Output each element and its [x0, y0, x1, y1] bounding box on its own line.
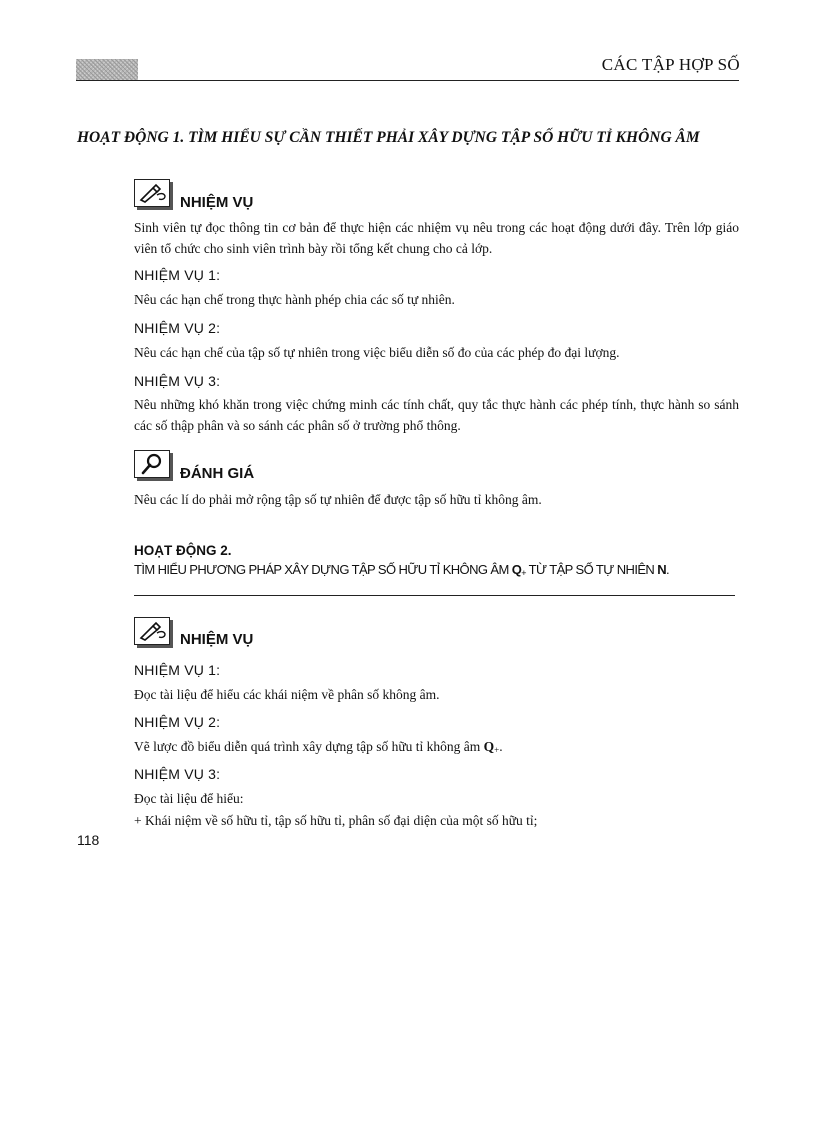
task-3-line-1: Đọc tài liệu để hiểu:: [134, 791, 244, 806]
page-number: 118: [77, 832, 100, 848]
task-1-text: Đọc tài liệu để hiểu các khái niệm về phân số không âm.: [134, 687, 440, 702]
activity-2-subtitle: TÌM HIỂU PHƯƠNG PHÁP XÂY DỰNG TẬP SỐ HỮU TỈ KHÔNG ÂM $Q_+$ TỪ TẬP SỐ TỰ NHIÊN N.: [134, 562, 670, 578]
pen-hand-icon: [134, 179, 170, 207]
header-rule: [76, 80, 739, 81]
task-1-label: NHIỆM VỤ 1:: [134, 662, 221, 678]
tasks-heading: NHIỆM VỤ: [180, 631, 254, 648]
task-3-label: NHIỆM VỤ 3:: [134, 766, 221, 782]
task-2-text: Nêu các hạn chế của tập số tự nhiên trong việc biểu diễn số đo của các phép đo đại lượng.: [134, 345, 620, 360]
intro-paragraph: Sinh viên tự đọc thông tin cơ bản để thực hiện các nhiệm vụ nêu trong các hoạt động dưới đây. Trên lớp giáo viên tổ chức cho sinh viên trình bày rồi tổng kết chung cho cả lớp.: [134, 220, 739, 256]
task-1-label: NHIỆM VỤ 1:: [134, 267, 221, 283]
evaluation-text: Nêu các lí do phải mở rộng tập số tự nhiên để được tập số hữu tỉ không âm.: [134, 492, 542, 507]
task-2-label: NHIỆM VỤ 2:: [134, 714, 221, 730]
task-3-text: Nêu những khó khăn trong việc chứng minh các tính chất, quy tắc thực hành các phép tính, thực hành so sánh các số thập phân và so sánh các phân số ở trường phổ thông.: [134, 397, 739, 433]
task-2-text: Vẽ lược đồ biểu diễn quá trình xây dựng tập số hữu tỉ không âm $Q_+$.: [134, 739, 503, 755]
activity-2-heading: HOẠT ĐỘNG 2.: [134, 543, 232, 558]
task-3-label: NHIỆM VỤ 3:: [134, 373, 221, 389]
activity-2-rule: [134, 595, 735, 596]
task-3-line-2: + Khái niệm về số hữu tỉ, tập số hữu tỉ, phân số đại diện của một số hữu tỉ;: [134, 813, 538, 828]
activity-1-title: HOẠT ĐỘNG 1. TÌM HIỂU SỰ CẦN THIẾT PHẢI XÂY DỰNG TẬP SỐ HỮU TỈ KHÔNG ÂM: [77, 129, 700, 146]
magnifier-icon: [134, 450, 170, 478]
tasks-heading: NHIỆM VỤ: [180, 194, 254, 211]
evaluation-heading: ĐÁNH GIÁ: [180, 465, 255, 482]
running-header-title: CÁC TẬP HỢP SỐ: [601, 55, 740, 74]
pen-hand-icon: [134, 617, 170, 645]
task-2-label: NHIỆM VỤ 2:: [134, 320, 221, 336]
task-1-text: Nêu các hạn chế trong thực hành phép chia các số tự nhiên.: [134, 292, 455, 307]
header-decor-bar: [76, 59, 138, 80]
